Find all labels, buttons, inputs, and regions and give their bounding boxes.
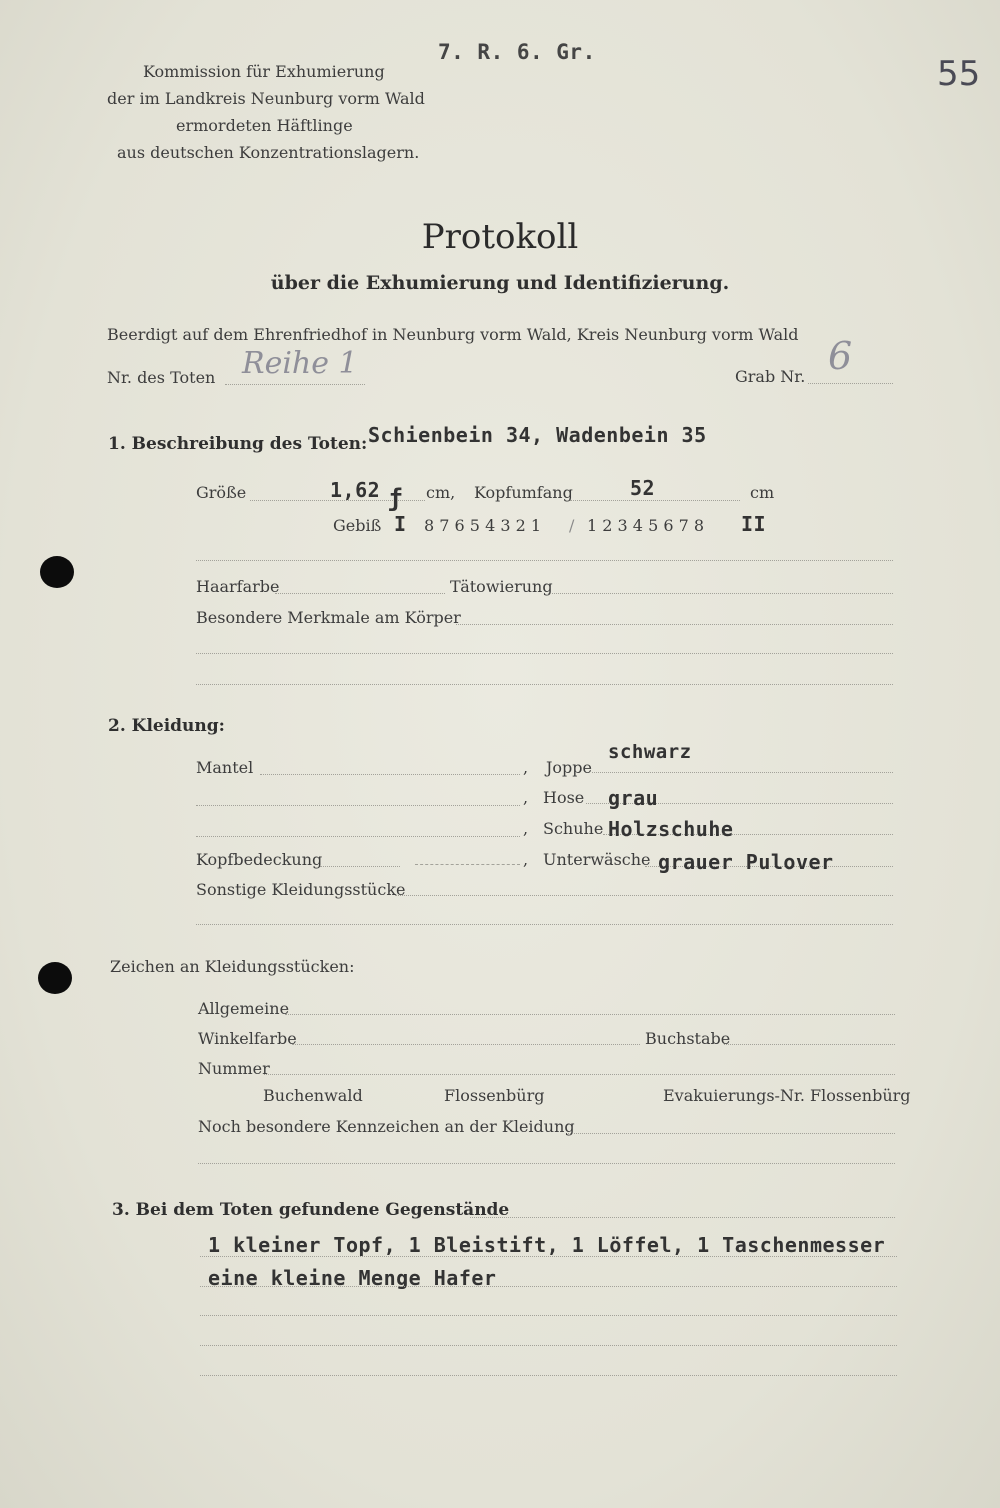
items-line-0 xyxy=(470,1217,895,1218)
hair-color-label: Haarfarbe xyxy=(196,577,280,596)
trousers-label: Hose xyxy=(543,788,585,807)
page-number: 55 xyxy=(937,54,981,94)
coat-label: Mantel xyxy=(196,758,254,777)
teeth-left-mark: I xyxy=(394,512,407,536)
number-line xyxy=(264,1074,895,1075)
jacket-line xyxy=(592,772,893,773)
headwear-line-1 xyxy=(320,866,400,867)
grave-number-label: Grab Nr. xyxy=(735,367,806,386)
trousers-comma: , xyxy=(523,788,529,807)
hair-color-line xyxy=(275,593,445,594)
headwear-line-2 xyxy=(415,864,520,865)
burial-line: Beerdigt auf dem Ehrenfriedhof in Neunburg vorm Wald, Kreis Neunburg vorm Wald xyxy=(107,325,799,344)
other-marks-line xyxy=(568,1133,895,1134)
clothing-blank-line-1 xyxy=(196,805,520,806)
teeth-lower: 1 2 3 4 5 6 7 8 xyxy=(587,516,705,535)
coat-line xyxy=(260,774,520,775)
flossenburg-label: Flossenbürg xyxy=(444,1086,545,1105)
shoes-comma: , xyxy=(523,819,529,838)
general-label: Allgemeine xyxy=(198,999,290,1018)
commission-line-4: aus deutschen Konzentrationslagern. xyxy=(117,143,420,162)
headwear-label: Kopfbedeckung xyxy=(196,850,323,869)
items-blank-line-1 xyxy=(200,1315,897,1316)
head-circumference-label: Kopfumfang xyxy=(474,483,573,502)
items-line-1-text: 1 kleiner Topf, 1 Bleistift, 1 Löffel, 1 Taschenmesser xyxy=(208,1233,886,1257)
headwear-comma: , xyxy=(523,850,529,869)
tattoo-line xyxy=(548,593,893,594)
underwear-label: Unterwäsche xyxy=(543,850,651,869)
section3-heading: 3. Bei dem Toten gefundene Gegenstände xyxy=(112,1200,510,1220)
other-clothing-label: Sonstige Kleidungsstücke xyxy=(196,880,406,899)
dead-number-label: Nr. des Toten xyxy=(107,368,216,387)
features-blank-line-2 xyxy=(196,684,893,685)
features-blank-line-1 xyxy=(196,653,893,654)
evacuation-number-label: Evakuierungs-Nr. Flossenbürg xyxy=(663,1086,911,1105)
clothing-blank-line-3 xyxy=(196,924,893,925)
buchenwald-label: Buchenwald xyxy=(263,1086,363,1105)
items-blank-line-2 xyxy=(200,1345,897,1346)
section1-heading: 1. Beschreibung des Toten: xyxy=(108,434,368,454)
size-value: 1,62 xyxy=(330,478,381,502)
trousers-value: grau xyxy=(608,786,659,810)
punch-hole-top xyxy=(40,556,74,588)
size-unit: cm, xyxy=(426,483,456,502)
letter-label: Buchstabe xyxy=(645,1029,731,1048)
commission-line-1: Kommission für Exhumierung xyxy=(143,62,385,81)
shoes-value: Holzschuhe xyxy=(608,817,734,841)
description-blank-line xyxy=(196,560,893,561)
underwear-value: grauer Pulover xyxy=(658,850,834,874)
section2-heading: 2. Kleidung: xyxy=(108,716,225,736)
features-label: Besondere Merkmale am Körper xyxy=(196,608,461,627)
page-subtitle: über die Exhumierung und Identifizierung. xyxy=(270,272,730,294)
teeth-label: Gebiß xyxy=(333,516,382,535)
commission-line-3: ermordeten Häftlinge xyxy=(176,116,353,135)
grave-number-line xyxy=(808,383,893,384)
general-line xyxy=(285,1014,895,1015)
teeth-right-mark: II xyxy=(741,512,767,536)
items-line-2-text: eine kleine Menge Hafer xyxy=(208,1266,497,1290)
size-mark: ƒ xyxy=(388,484,403,512)
page-title: Protokoll xyxy=(421,217,579,257)
jacket-value: schwarz xyxy=(608,741,692,763)
jacket-label: Joppe xyxy=(546,758,592,777)
clothing-blank-line-2 xyxy=(196,836,520,837)
teeth-upper: 8 7 6 5 4 3 2 1 xyxy=(424,516,542,535)
marks-blank-line xyxy=(198,1163,895,1164)
coat-comma: , xyxy=(523,758,529,777)
shoes-label: Schuhe xyxy=(543,819,604,838)
head-circumference-unit: cm xyxy=(750,483,775,502)
head-circumference-value: 52 xyxy=(630,476,656,500)
dead-number-line xyxy=(225,384,365,385)
marks-heading: Zeichen an Kleidungsstücken: xyxy=(110,957,355,976)
features-line xyxy=(456,624,893,625)
items-line-2 xyxy=(200,1286,897,1287)
section1-typed-note: Schienbein 34, Wadenbein 35 xyxy=(368,423,707,447)
other-marks-label: Noch besondere Kennzeichen an der Kleidung xyxy=(198,1117,575,1136)
size-label: Größe xyxy=(196,483,247,502)
teeth-separator: / xyxy=(569,516,575,535)
other-clothing-line xyxy=(395,895,893,896)
head-circumference-line xyxy=(570,500,740,501)
items-line-1 xyxy=(200,1256,897,1257)
dead-number-value: Reihe 1 xyxy=(242,346,358,381)
commission-line-2: der im Landkreis Neunburg vorm Wald xyxy=(107,89,425,108)
grave-number-value: 6 xyxy=(828,334,853,378)
tattoo-label: Tätowierung xyxy=(450,577,553,596)
number-label: Nummer xyxy=(198,1059,270,1078)
reference-code: 7. R. 6. Gr. xyxy=(438,40,596,64)
punch-hole-bottom xyxy=(38,962,72,994)
letter-line xyxy=(724,1044,895,1045)
angle-color-label: Winkelfarbe xyxy=(198,1029,297,1048)
items-blank-line-3 xyxy=(200,1375,897,1376)
angle-color-line xyxy=(292,1044,640,1045)
